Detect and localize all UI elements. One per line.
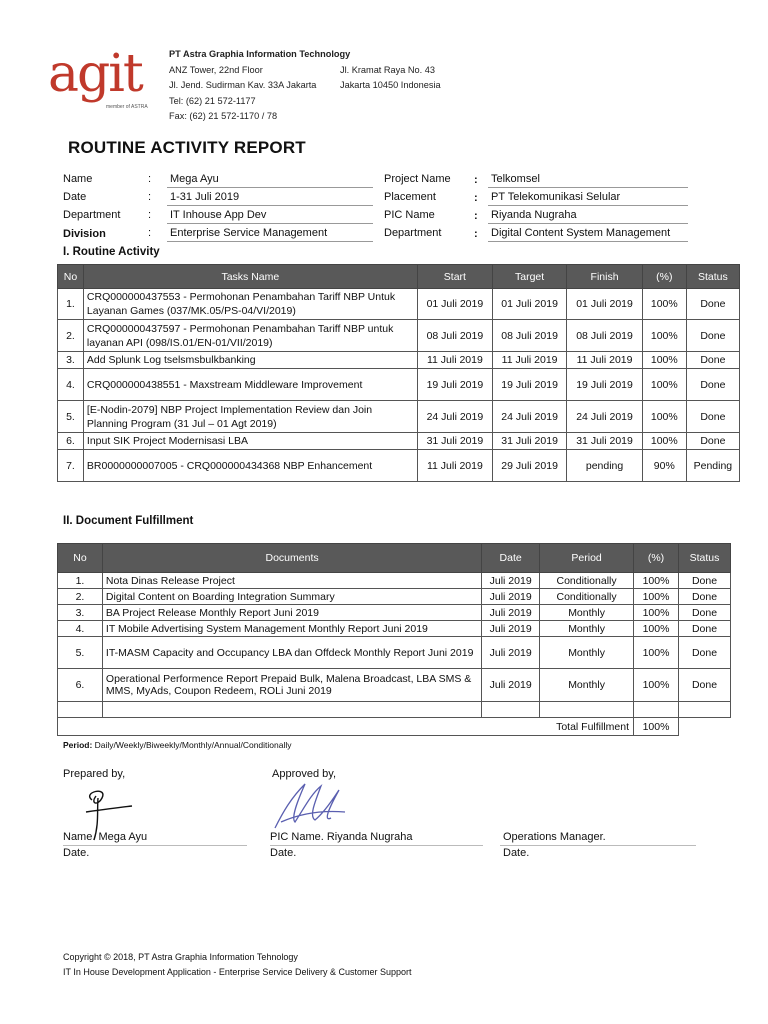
row-no: 7.: [58, 450, 84, 482]
period-label: Period:: [63, 740, 93, 750]
logo-wordmark: agit: [48, 44, 142, 104]
colon: :: [148, 191, 152, 203]
row-target: 08 Juli 2019: [492, 320, 566, 352]
row-start: 11 Juli 2019: [417, 450, 492, 482]
table-row: [58, 401, 740, 433]
prepared-date-label: Date.: [63, 847, 90, 859]
row-no: 5.: [58, 401, 84, 433]
approved-date-label: Date.: [270, 847, 297, 859]
approved-name: PIC Name. Riyanda Nugraha: [270, 831, 413, 843]
total-row: [58, 718, 731, 736]
col-header-no: No: [58, 265, 84, 289]
row-status: Done: [686, 433, 739, 450]
row-status: Done: [686, 401, 739, 433]
row-status: Done: [686, 352, 739, 369]
row-start: 24 Juli 2019: [417, 401, 492, 433]
company-logo: [48, 44, 158, 114]
col-header-status: Status: [679, 544, 731, 573]
row-document: IT Mobile Advertising System Management Monthly Report Juni 2019: [102, 621, 481, 637]
table-row: [58, 320, 740, 352]
row-period: Monthly: [540, 637, 634, 669]
company-tel: Tel: (62) 21 572-1177: [169, 95, 256, 106]
colon: :: [148, 173, 152, 185]
table-row: [58, 352, 740, 369]
table-row: [58, 621, 731, 637]
date-value: 1-31 Juli 2019: [167, 190, 373, 206]
table-row: [58, 433, 740, 450]
page-footer: [63, 950, 412, 979]
row-target: 01 Juli 2019: [492, 289, 566, 320]
prepared-by-label: Prepared by,: [63, 768, 126, 780]
row-pct: 100%: [634, 621, 679, 637]
row-finish: 01 Juli 2019: [567, 289, 643, 320]
address-line-1: [169, 63, 441, 79]
row-no: 4.: [58, 621, 103, 637]
row-status: Done: [679, 573, 731, 589]
row-task: CRQ000000437597 - Permohonan Penambahan Tariff NBP untuk layanan API (098/IS.01/EN-01/VII/2019): [83, 320, 417, 352]
row-date: Juli 2019: [482, 621, 540, 637]
routine-activity-heading: I. Routine Activity: [63, 246, 160, 258]
row-pct: 90%: [642, 450, 686, 482]
row-no: 1.: [58, 573, 103, 589]
table-row: [58, 589, 731, 605]
col-header-no: No: [58, 544, 103, 573]
row-start: 08 Juli 2019: [417, 320, 492, 352]
table-row: [58, 637, 731, 669]
row-start: 31 Juli 2019: [417, 433, 492, 450]
table-row: [58, 289, 740, 320]
report-title: ROUTINE ACTIVITY REPORT: [68, 138, 306, 157]
pic-name-label: PIC Name: [384, 209, 435, 221]
division-label: Division: [63, 228, 106, 240]
row-pct: 100%: [642, 289, 686, 320]
row-no: 3.: [58, 352, 84, 369]
row-pct: 100%: [634, 669, 679, 702]
colon: :: [148, 227, 152, 239]
row-no: 6.: [58, 433, 84, 450]
approved-signature: [265, 772, 355, 834]
name-label: Name: [63, 173, 93, 185]
row-status: Done: [686, 369, 739, 401]
row-date: Juli 2019: [482, 573, 540, 589]
approved-line: [270, 845, 483, 846]
total-fulfillment-label: Total Fulfillment: [58, 718, 634, 736]
total-blank: [679, 718, 731, 736]
table-row: [58, 369, 740, 401]
company-fax: Fax: (62) 21 572-1170 / 78: [169, 111, 278, 121]
row-target: 24 Juli 2019: [492, 401, 566, 433]
table-row: [58, 573, 731, 589]
row-no: 6.: [58, 669, 103, 702]
row-period: Monthly: [540, 621, 634, 637]
row-no: 4.: [58, 369, 84, 401]
row-document: BA Project Release Monthly Report Juni 2019: [102, 605, 481, 621]
row-task: CRQ000000438551 - Maxstream Middleware Improvement: [83, 369, 417, 401]
row-task: Add Splunk Log tselsmsbulkbanking: [83, 352, 417, 369]
row-pct: 100%: [634, 605, 679, 621]
row-date: Juli 2019: [482, 589, 540, 605]
company-name: PT Astra Graphia Information Technology: [169, 49, 351, 59]
row-target: 11 Juli 2019: [492, 352, 566, 369]
approved-by-label: Approved by,: [272, 768, 337, 780]
table-row: [58, 605, 731, 621]
row-date: Juli 2019: [482, 637, 540, 669]
department-value: IT Inhouse App Dev: [167, 208, 373, 224]
address-line-2: [169, 78, 441, 94]
empty-cell: [540, 702, 634, 718]
row-no: 5.: [58, 637, 103, 669]
empty-cell: [679, 702, 731, 718]
row-finish: 08 Juli 2019: [567, 320, 643, 352]
row-period: Conditionally: [540, 589, 634, 605]
operations-date-label: Date.: [503, 847, 530, 859]
row-task: Input SIK Project Modernisasi LBA: [83, 433, 417, 450]
address-1-left: ANZ Tower, 22nd Floor: [169, 64, 263, 75]
row-status: Done: [679, 589, 731, 605]
division-value: Enterprise Service Management: [167, 226, 373, 242]
row-document: Operational Performence Report Prepaid Bulk, Malena Broadcast, LBA SMS & MMS, MyAds, Coupon Redeem, ROLi Juni 2019: [102, 669, 481, 702]
department-2-value: Digital Content System Management: [488, 226, 688, 242]
placement-label: Placement: [384, 191, 436, 203]
row-status: Pending: [686, 450, 739, 482]
col-header-start: Start: [417, 265, 492, 289]
address-1-right: Jl. Kramat Raya No. 43: [340, 64, 435, 75]
row-document: IT-MASM Capacity and Occupancy LBA dan Offdeck Monthly Report Juni 2019: [102, 637, 481, 669]
row-status: Done: [679, 621, 731, 637]
row-no: 3.: [58, 605, 103, 621]
row-no: 2.: [58, 589, 103, 605]
row-finish: 24 Juli 2019: [567, 401, 643, 433]
empty-cell: [102, 702, 481, 718]
row-finish: pending: [567, 450, 643, 482]
row-document: Nota Dinas Release Project: [102, 573, 481, 589]
empty-cell: [634, 702, 679, 718]
row-period: Monthly: [540, 605, 634, 621]
name-value: Mega Ayu: [167, 172, 373, 188]
department-label: Department: [63, 209, 121, 221]
period-values: Daily/Weekly/Biweekly/Monthly/Annual/Conditionally: [94, 740, 292, 750]
col-header-period: Period: [540, 544, 634, 573]
col-header-finish: Finish: [567, 265, 643, 289]
row-target: 19 Juli 2019: [492, 369, 566, 401]
row-target: 31 Juli 2019: [492, 433, 566, 450]
period-legend: [63, 740, 292, 750]
row-start: 19 Juli 2019: [417, 369, 492, 401]
row-document: Digital Content on Boarding Integration Summary: [102, 589, 481, 605]
logo-tagline: member of ASTRA: [106, 104, 148, 110]
row-status: Done: [686, 289, 739, 320]
row-pct: 100%: [642, 320, 686, 352]
row-date: Juli 2019: [482, 605, 540, 621]
project-name-label: Project Name: [384, 173, 451, 185]
table-header-row: [58, 265, 740, 289]
placement-value: PT Telekomunikasi Selular: [488, 190, 688, 206]
footer-copyright: Copyright © 2018, PT Astra Graphia Information Tehnology: [63, 952, 298, 962]
address-2-left: Jl. Jend. Sudirman Kav. 33A Jakarta: [169, 80, 317, 90]
row-finish: 31 Juli 2019: [567, 433, 643, 450]
row-finish: 11 Juli 2019: [567, 352, 643, 369]
row-period: Conditionally: [540, 573, 634, 589]
table-row: [58, 669, 731, 702]
row-pct: 100%: [642, 369, 686, 401]
empty-cell: [482, 702, 540, 718]
total-fulfillment-value: 100%: [634, 718, 679, 736]
col-header-documents: Documents: [102, 544, 481, 573]
row-pct: 100%: [634, 637, 679, 669]
row-pct: 100%: [642, 433, 686, 450]
row-date: Juli 2019: [482, 669, 540, 702]
address-2-right: Jakarta 10450 Indonesia: [340, 80, 441, 90]
row-status: Done: [679, 605, 731, 621]
col-header-date: Date: [482, 544, 540, 573]
row-no: 1.: [58, 289, 84, 320]
colon: :: [474, 192, 478, 204]
table-row: [58, 450, 740, 482]
document-fulfillment-heading: II. Document Fulfillment: [63, 515, 194, 527]
empty-cell: [58, 702, 103, 718]
prepared-name: Name. Mega Ayu: [63, 831, 148, 843]
colon: :: [148, 209, 152, 221]
pic-name-value: Riyanda Nugraha: [488, 208, 688, 224]
table-header-row: [58, 544, 731, 573]
date-label: Date: [63, 191, 87, 203]
department-2-label: Department: [384, 227, 442, 239]
col-header-pct: (%): [642, 265, 686, 289]
operations-manager-label: Operations Manager.: [503, 831, 606, 843]
company-address-block: [169, 47, 441, 125]
row-start: 11 Juli 2019: [417, 352, 492, 369]
row-no: 2.: [58, 320, 84, 352]
colon: :: [474, 210, 478, 222]
row-task: [E-Nodin-2079] NBP Project Implementation Review dan Join Planning Program (31 Jul – 01 Agt 2019): [83, 401, 417, 433]
routine-activity-table: [57, 264, 740, 482]
row-period: Monthly: [540, 669, 634, 702]
row-pct: 100%: [642, 401, 686, 433]
col-header-pct: (%): [634, 544, 679, 573]
row-status: Done: [679, 669, 731, 702]
operations-line: [500, 845, 696, 846]
colon: :: [474, 228, 478, 240]
row-pct: 100%: [634, 589, 679, 605]
colon: :: [474, 174, 478, 186]
col-header-tasks: Tasks Name: [83, 265, 417, 289]
row-task: CRQ000000437553 - Permohonan Penambahan Tariff NBP Untuk Layanan Games (037/MK.05/PS-04/VI/2019): [83, 289, 417, 320]
row-status: Done: [686, 320, 739, 352]
row-task: BR0000000007005 - CRQ000000434368 NBP Enhancement: [83, 450, 417, 482]
col-header-status: Status: [686, 265, 739, 289]
project-name-value: Telkomsel: [488, 172, 688, 188]
row-pct: 100%: [634, 573, 679, 589]
empty-row: [58, 702, 731, 718]
row-status: Done: [679, 637, 731, 669]
col-header-target: Target: [492, 265, 566, 289]
document-fulfillment-table: [57, 543, 731, 736]
row-pct: 100%: [642, 352, 686, 369]
row-start: 01 Juli 2019: [417, 289, 492, 320]
prepared-line: [63, 845, 247, 846]
row-target: 29 Juli 2019: [492, 450, 566, 482]
footer-division: IT In House Development Application - Enterprise Service Delivery & Customer Support: [63, 966, 412, 977]
row-finish: 19 Juli 2019: [567, 369, 643, 401]
